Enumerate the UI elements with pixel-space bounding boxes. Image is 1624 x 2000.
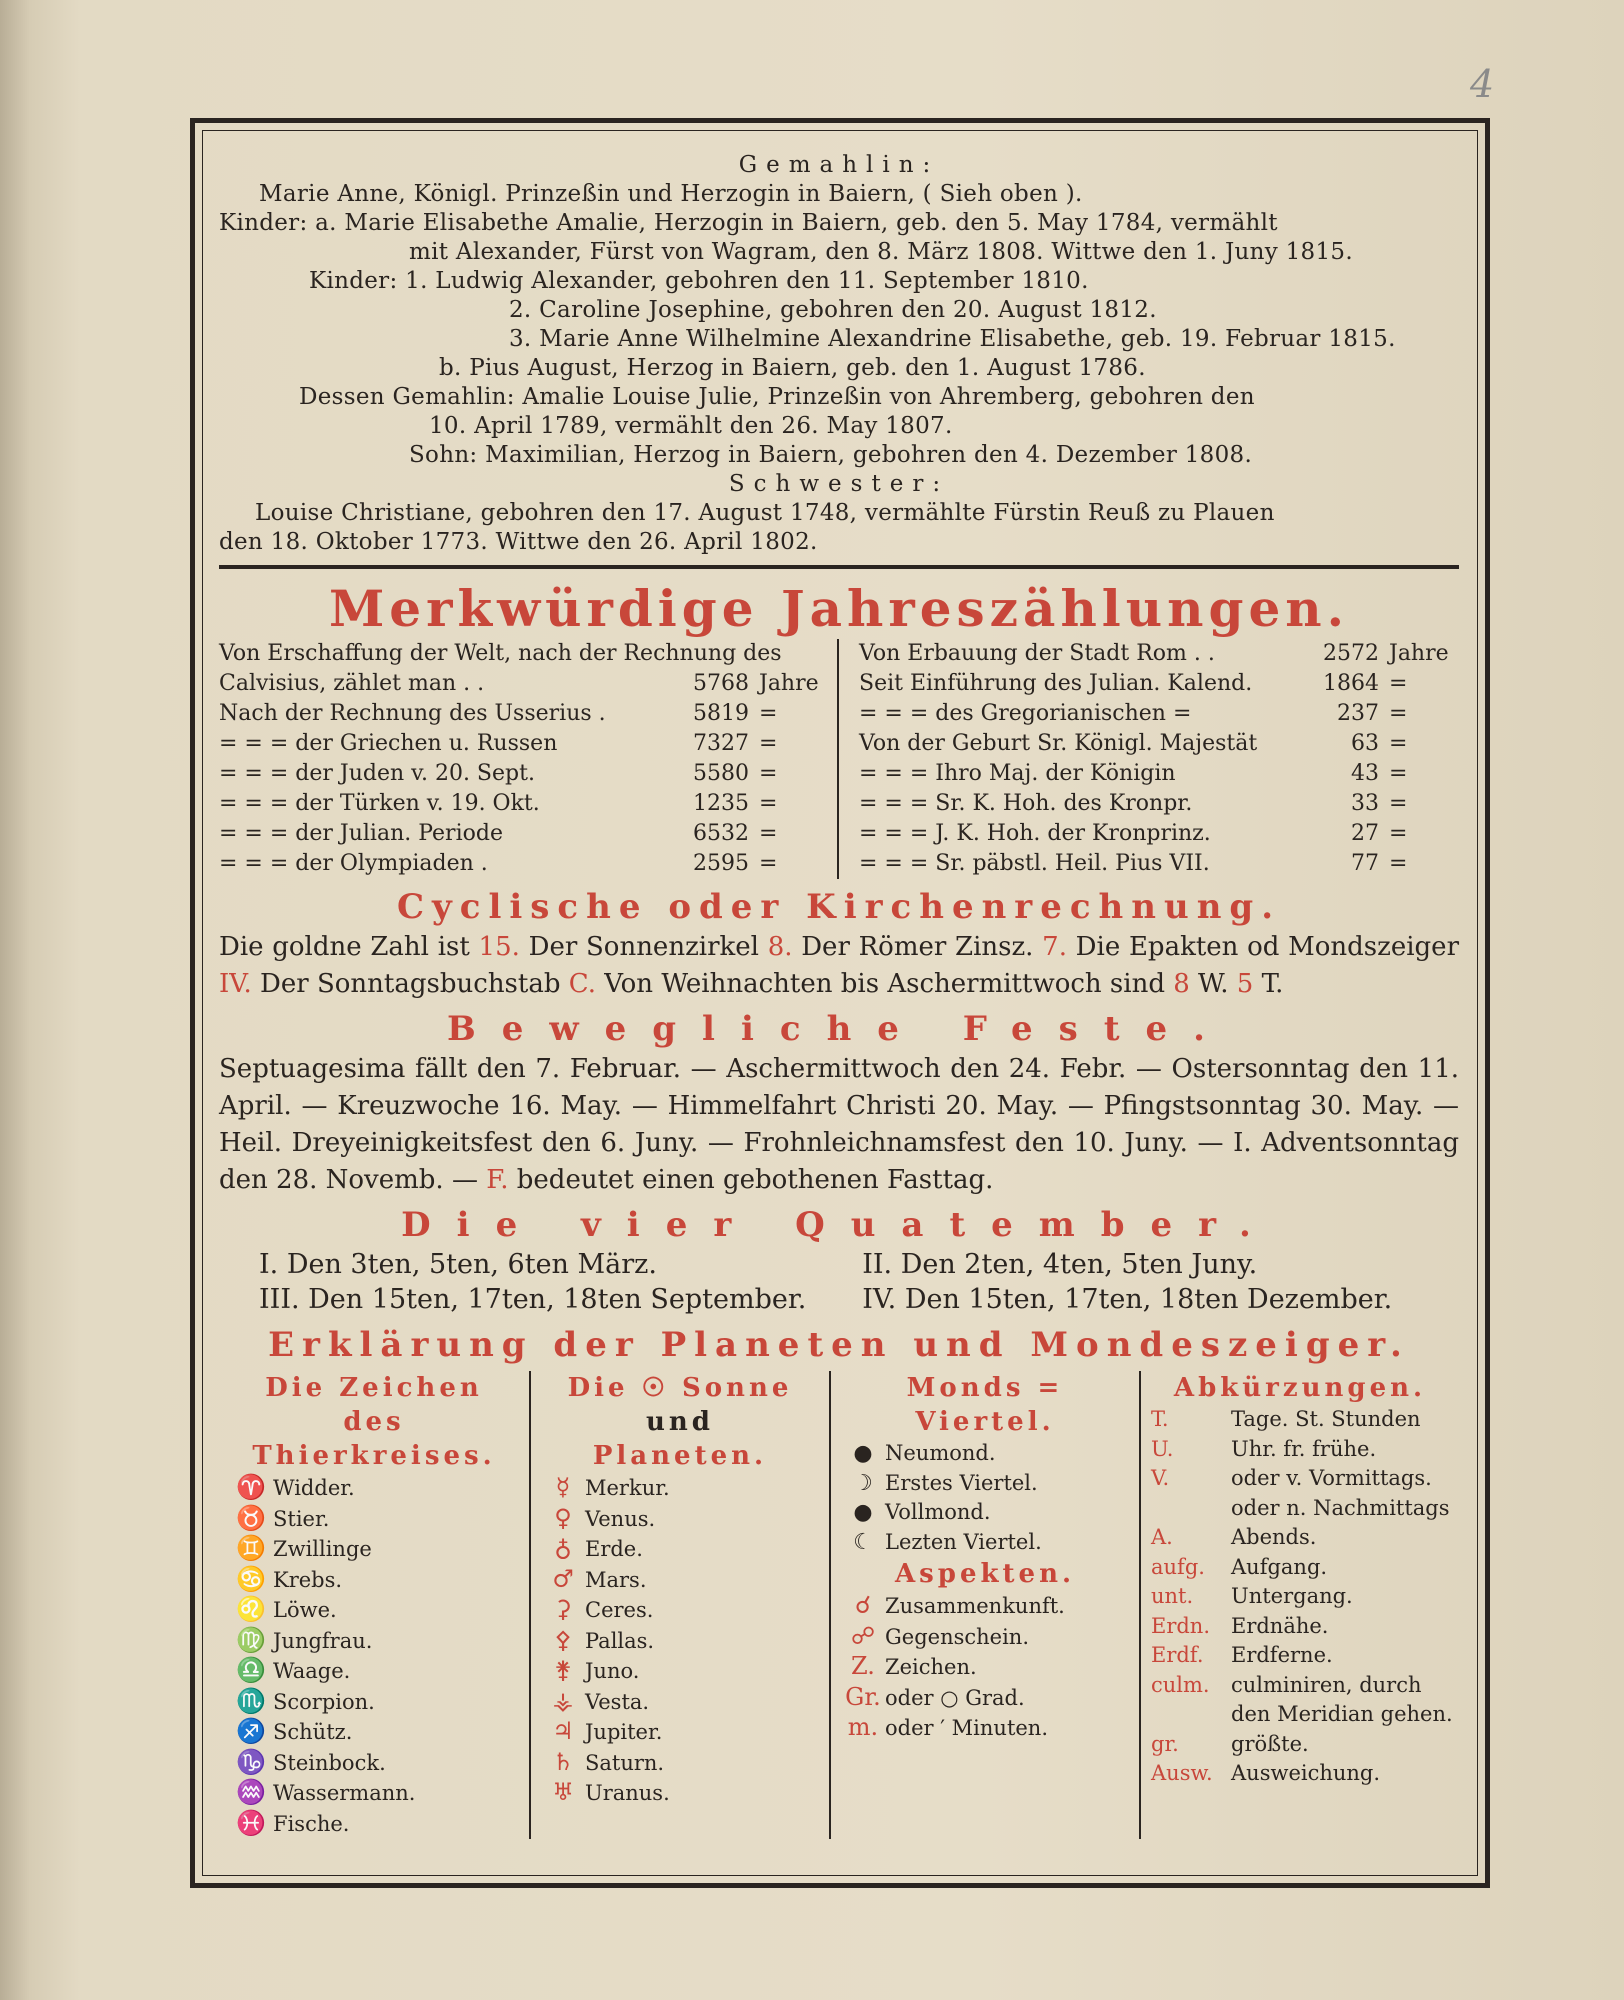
legend-symbol-icon: ● (853, 1500, 873, 1525)
year-label: Von Erschaffung der Welt, nach der Rechnung des (219, 641, 782, 666)
legend-name: Pallas. (585, 1628, 655, 1653)
year-row (219, 849, 829, 879)
year-unit: = (759, 851, 778, 876)
family-line-10: 10. April 1789, vermählt den 26. May 1807. (429, 413, 953, 439)
year-row (859, 819, 1459, 849)
legend-item (541, 1595, 819, 1626)
abbr-text: oder n. Nachmittags (1231, 1495, 1450, 1520)
abbr-head: Abkürzungen. (1173, 1373, 1427, 1403)
abbr-list (1151, 1405, 1453, 1789)
year-label: = = = der Türken v. 19. Okt. (219, 791, 540, 816)
planets-column (529, 1371, 829, 1839)
legend-name: Lezten Viertel. (885, 1529, 1042, 1554)
moon-list (841, 1439, 1129, 1557)
year-label: = = = Sr. K. Hoh. des Kronpr. (859, 791, 1193, 816)
abbr-text: den Meridian gehen. (1231, 1702, 1453, 1726)
year-row (859, 729, 1459, 759)
abbr-text: Ausweichung. (1231, 1761, 1381, 1785)
year-unit (800, 639, 829, 669)
legend-symbol-icon: ● (853, 1441, 873, 1466)
legend-symbol-icon: ♋ (236, 1564, 266, 1593)
year-value: 2572 (1323, 641, 1379, 666)
legend-symbol-icon: m. (847, 1713, 879, 1741)
cyclic-text-2: Der Sonnenzirkel (519, 932, 768, 962)
legend-name: Saturn. (585, 1750, 665, 1775)
family-line-3: Kinder: a. Marie Elisabethe Amalie, Herzogin in Baiern, geb. den 5. May 1784, vermählt (219, 210, 1278, 236)
abbr-text: Aufgang. (1231, 1554, 1328, 1579)
legend-symbol-icon: ♈ (236, 1473, 266, 1501)
abbr-text: culminiren, durch (1231, 1672, 1422, 1697)
year-row (859, 849, 1459, 879)
year-unit: = (759, 791, 778, 816)
abbr-text: Tage. St. Stunden (1231, 1407, 1421, 1431)
quatember-1: I. Den 3ten, 5ten, 6ten März. (259, 1249, 657, 1280)
legend-symbol-icon: ♀ (554, 1503, 572, 1532)
legend-item (541, 1626, 819, 1657)
legend-name: Vollmond. (885, 1500, 991, 1524)
abbr-item (1151, 1405, 1449, 1435)
legend-name: Jungfrau. (273, 1628, 373, 1653)
abbr-item (1151, 1582, 1449, 1612)
abbr-text: größte. (1231, 1731, 1309, 1756)
fast-text: bedeutet einen gebothenen Fasttag. (508, 1165, 994, 1195)
zodiac-column (219, 1371, 529, 1839)
year-row (219, 759, 829, 789)
abbr-key: Ausw. (1151, 1761, 1213, 1785)
year-label: = = = der Olympiaden . (219, 851, 488, 876)
year-value: 33 (1351, 791, 1379, 816)
legend-name: Ceres. (585, 1598, 654, 1622)
zodiac-head-2: des Thierkreises. (252, 1407, 496, 1471)
years-right-column (839, 639, 1459, 879)
year-row (859, 669, 1459, 699)
legend-symbol-icon: ♐ (236, 1717, 266, 1745)
legend-name: oder ○ Grad. (885, 1685, 1025, 1710)
legend-symbol-icon: ☽ (853, 1470, 873, 1496)
family-line-2: Marie Anne, Königl. Prinzeßin und Herzogin in Baiern, ( Sieh oben ). (259, 181, 1083, 207)
legend-symbol-icon: ☍ (850, 1621, 876, 1650)
abbr-text: Abends. (1231, 1525, 1317, 1549)
years-table (219, 639, 1459, 879)
legend-item (841, 1498, 1129, 1528)
legend-symbol-icon: ♌ (236, 1595, 266, 1623)
year-value: 5580 (693, 761, 749, 786)
legend-item (229, 1778, 519, 1809)
cyclic-text-7: W. (1189, 969, 1237, 999)
abbr-key: U. (1151, 1436, 1174, 1461)
legend-name: Erstes Viertel. (885, 1470, 1038, 1495)
year-row (219, 699, 829, 729)
year-label: = = = der Griechen u. Russen (219, 731, 558, 756)
planets-head-1: Die ☉ Sonne (567, 1373, 793, 1403)
year-value: 77 (1351, 851, 1379, 876)
year-value (782, 639, 800, 669)
legend-symbol-icon: ⚵ (554, 1656, 572, 1684)
legend-item (841, 1469, 1129, 1499)
feasts-text (219, 1051, 1459, 1199)
legend-item (841, 1683, 1129, 1714)
year-label: = = = der Julian. Periode (219, 821, 503, 846)
year-row (859, 699, 1459, 729)
legend-name: Krebs. (273, 1567, 343, 1592)
quatember-row-1 (219, 1247, 1459, 1282)
legend-item (229, 1504, 519, 1535)
legend-name: Zwillinge (273, 1537, 372, 1561)
year-unit: = (759, 731, 778, 756)
quatember-4: IV. Den 15ten, 17ten, 18ten Dezember. (862, 1284, 1393, 1315)
year-row (219, 729, 829, 759)
abbr-key: V. (1151, 1466, 1170, 1490)
legend-item (229, 1809, 519, 1840)
legend-name: Jupiter. (585, 1720, 663, 1744)
abbr-text: Erdnähe. (1231, 1613, 1329, 1638)
year-value: 237 (1337, 701, 1379, 726)
legend-item (541, 1565, 819, 1596)
legend-name: Stier. (273, 1506, 330, 1531)
year-value: 2595 (693, 851, 749, 876)
moon-head: Monds = Viertel. (906, 1373, 1064, 1437)
year-row (859, 789, 1459, 819)
legend-name: Waage. (273, 1659, 351, 1683)
legend-symbol-icon: ♎ (236, 1656, 266, 1684)
legend-item (541, 1687, 819, 1718)
cyclic-text-5: Der Sonntagsbuchstab (251, 969, 569, 999)
cyclic-text-6: Von Weihnachten bis Aschermittwoch sind (596, 969, 1174, 999)
family-line-14: den 18. Oktober 1773. Wittwe den 26. April 1802. (219, 529, 818, 555)
legend-name: Mars. (585, 1567, 647, 1592)
abbr-item (1151, 1641, 1449, 1671)
year-value: 63 (1351, 731, 1379, 756)
legend-item (229, 1656, 519, 1687)
year-label: Seit Einführung des Julian. Kalend. (859, 671, 1253, 696)
legend-name: Gegenschein. (885, 1624, 1030, 1649)
family-line-11: Sohn: Maximilian, Herzog in Baiern, gebohren den 4. Dezember 1808. (409, 442, 1253, 468)
moon-column (829, 1371, 1139, 1839)
year-value: 7327 (693, 731, 749, 756)
family-line-13: Louise Christiane, gebohren den 17. August 1748, vermählte Fürstin Reuß zu Plauen (255, 500, 1275, 526)
legend-name: Vesta. (585, 1689, 650, 1714)
quatember-row-2 (219, 1282, 1459, 1317)
zodiac-list (229, 1473, 519, 1839)
roman-indiction: 7. (1042, 932, 1067, 962)
legend-item (541, 1504, 819, 1535)
year-unit: = (1389, 791, 1408, 816)
legend-item (841, 1591, 1129, 1622)
legend-item (229, 1687, 519, 1718)
legend-symbol-icon: ♃ (552, 1717, 574, 1745)
abbr-key: T. (1151, 1407, 1169, 1431)
year-unit: = (1389, 701, 1408, 726)
planets-head-3: Planeten. (592, 1441, 768, 1471)
legend-item (841, 1713, 1129, 1744)
legend-item (541, 1717, 819, 1748)
legend-item (541, 1534, 819, 1565)
cyclic-text-8: T. (1253, 969, 1284, 999)
planets-list (541, 1473, 819, 1809)
family-line-1: Gemahlin: (738, 152, 940, 178)
legend-symbol-icon: Gr. (845, 1682, 881, 1711)
legend-name: Neumond. (885, 1441, 996, 1465)
abbr-key: A. (1151, 1525, 1173, 1549)
legend-name: Zusammenkunft. (885, 1594, 1065, 1618)
planets-head-2: und (646, 1407, 714, 1437)
legend-table (219, 1371, 1459, 1839)
quatember-3: III. Den 15ten, 17ten, 18ten September. (259, 1284, 807, 1315)
legend-symbol-icon: ♏ (236, 1686, 266, 1715)
legend-symbol-icon: ♒ (236, 1778, 266, 1806)
legend-item (541, 1778, 819, 1809)
year-value: 5768 (693, 671, 749, 696)
abbr-key: aufg. (1151, 1554, 1205, 1579)
family-line-8: b. Pius August, Herzog in Baiern, geb. den 1. August 1786. (439, 355, 1146, 381)
cyclic-title: Cyclische oder Kirchenrechnung. (396, 887, 1282, 927)
year-label: Nach der Rechnung des Usserius . (219, 701, 606, 726)
year-unit: Jahre (1389, 641, 1449, 666)
family-line-9: Dessen Gemahlin: Amalie Louise Julie, Prinzeßin von Ahremberg, gebohren den (299, 384, 1255, 410)
year-unit: = (759, 821, 778, 846)
year-value: 1235 (693, 791, 749, 816)
legend-symbol-icon: ♑ (236, 1747, 266, 1776)
year-label: Von der Geburt Sr. Königl. Majestät (859, 731, 1258, 756)
abbr-item (1151, 1553, 1449, 1583)
legend-name: Zeichen. (885, 1655, 977, 1679)
legend-name: Venus. (585, 1506, 656, 1531)
year-unit: = (1389, 851, 1408, 876)
years-left-column (219, 639, 839, 879)
legend-item (541, 1473, 819, 1504)
abbr-key: unt. (1151, 1584, 1194, 1608)
legend-name: Uranus. (585, 1781, 670, 1805)
family-line-7: 3. Marie Anne Wilhelmine Alexandrine Elisabethe, geb. 19. Februar 1815. (509, 326, 1396, 352)
page-frame (190, 118, 1490, 1888)
legend-symbol-icon: ♍ (236, 1625, 266, 1654)
aspects-head: Aspekten. (894, 1559, 1076, 1589)
legend-symbol-icon: ⚶ (552, 1686, 574, 1715)
year-label: Calvisius, zählet man . . (219, 671, 485, 696)
family-line-6: 2. Caroline Josephine, gebohren den 20. August 1812. (509, 297, 1157, 323)
year-row (219, 819, 829, 849)
golden-number: 15. (478, 932, 520, 962)
legend-item (229, 1565, 519, 1596)
legend-name: Wassermann. (273, 1781, 416, 1805)
frame-content (219, 151, 1459, 1839)
legend-name: oder ′ Minuten. (885, 1716, 1049, 1740)
year-row (859, 639, 1459, 669)
days-count: 5 (1236, 969, 1254, 999)
year-value: 5819 (693, 701, 749, 726)
year-label: = = = der Juden v. 20. Sept. (219, 761, 535, 786)
divider (219, 565, 1459, 569)
abbr-key: culm. (1151, 1672, 1210, 1697)
legend-symbol-icon: ♉ (236, 1503, 266, 1532)
abbr-key: Erdn. (1151, 1613, 1211, 1638)
legend-symbol-icon: ♅ (552, 1778, 574, 1806)
legend-name: Widder. (273, 1476, 355, 1500)
year-row (219, 639, 829, 669)
sunday-letter: C. (568, 969, 596, 999)
cyclic-text-3: Der Römer Zinsz. (792, 932, 1043, 962)
legend-item (229, 1473, 519, 1504)
legend-symbol-icon: ☿ (555, 1473, 571, 1501)
weeks-count: 8 (1173, 969, 1190, 999)
year-label: = = = J. K. Hoh. der Kronprinz. (859, 821, 1211, 846)
year-label: Von Erbauung der Stadt Rom . . (859, 641, 1215, 666)
year-value: 1864 (1323, 671, 1379, 696)
years-title: Merkwürdige Jahreszählungen. (328, 579, 1350, 638)
legend-symbol-icon: ☾ (853, 1529, 873, 1555)
year-unit: = (1389, 821, 1408, 846)
cyclic-text-4: Die Epakten od Mondszeiger (1066, 932, 1459, 962)
legend-symbol-icon: ⚳ (554, 1595, 572, 1623)
abbr-item (1151, 1700, 1453, 1730)
abbr-item (1151, 1730, 1449, 1760)
family-section (219, 151, 1459, 557)
year-label: = = = Ihro Maj. der Königin (859, 761, 1176, 786)
legend-item (841, 1622, 1129, 1653)
feasts-title: Bewegliche Feste. (447, 1009, 1231, 1049)
fast-mark: F. (486, 1165, 509, 1195)
feasts-body: Septuagesima fällt den 7. Februar. — Aschermittwoch den 24. Febr. — Ostersonntag den 11. April. — Kreuzwoche 16. May. — Himmelfahrt Christi 20. May. — Pfingstsonntag 30. May. — Heil. Dreyeinigkeitsfest den 6. Juny. — Frohnleichnamsfest den 10. Juny. — I. Adventsonntag den 28. Novemb. — (219, 1054, 1459, 1195)
legend-symbol-icon: ♂ (552, 1564, 574, 1593)
legend-symbol-icon: ☌ (854, 1591, 872, 1619)
year-label: = = = des Gregorianischen = (859, 701, 1192, 726)
year-value: 6532 (693, 821, 749, 846)
abbr-item (1151, 1494, 1449, 1524)
year-row (219, 789, 829, 819)
abbr-item (1151, 1435, 1449, 1465)
legend-name: Steinbock. (273, 1750, 386, 1775)
legend-symbol-icon: ♁ (554, 1534, 572, 1562)
abbr-item (1151, 1759, 1449, 1789)
legend-item (229, 1717, 519, 1748)
year-row (859, 759, 1459, 789)
legend-symbol-icon: ♊ (236, 1534, 266, 1562)
year-unit: = (1389, 731, 1408, 756)
quatember-2: II. Den 2ten, 4ten, 5ten Juny. (862, 1249, 1258, 1280)
year-unit: = (759, 701, 778, 726)
year-row (219, 669, 829, 699)
cyclic-text (219, 929, 1459, 1003)
abbr-text: Untergang. (1231, 1584, 1353, 1608)
legend-name: Löwe. (273, 1598, 337, 1622)
year-value: 43 (1351, 761, 1379, 786)
abbr-text: oder v. Vormittags. (1231, 1466, 1432, 1490)
legend-name: Fische. (273, 1811, 350, 1836)
aspects-list (841, 1591, 1129, 1744)
abbr-item (1151, 1671, 1449, 1701)
abbr-item (1151, 1612, 1449, 1642)
year-unit: = (1389, 671, 1408, 696)
legend-symbol-icon: ♄ (552, 1747, 574, 1776)
legend-item (841, 1528, 1129, 1558)
abbr-item (1151, 1464, 1449, 1494)
legend-name: Juno. (585, 1659, 640, 1683)
year-unit: = (1389, 761, 1408, 786)
family-line-5: Kinder: 1. Ludwig Alexander, gebohren den 11. September 1810. (309, 268, 1089, 294)
legend-name: Scorpion. (273, 1689, 375, 1714)
year-label: = = = Sr. päbstl. Heil. Pius VII. (859, 851, 1210, 876)
legend-symbol-icon: ⚴ (554, 1625, 572, 1654)
year-value: 27 (1351, 821, 1379, 846)
abbr-text: Erdferne. (1231, 1643, 1333, 1667)
family-line-12: Schwester: (728, 471, 950, 497)
legend-name: Merkur. (585, 1476, 670, 1500)
year-unit: Jahre (759, 671, 819, 696)
abbr-column (1139, 1371, 1459, 1839)
cyclic-text-1: Die goldne Zahl ist (219, 932, 479, 962)
legend-item (229, 1595, 519, 1626)
legend-title: Erklärung der Planeten und Mondeszeiger. (268, 1325, 1410, 1365)
year-unit: = (759, 761, 778, 786)
legend-item (541, 1748, 819, 1779)
legend-symbol-icon: ♓ (236, 1808, 266, 1837)
epact: IV. (219, 969, 252, 999)
abbr-key: gr. (1151, 1731, 1179, 1756)
legend-symbol-icon: Z. (851, 1652, 875, 1680)
abbr-text: Uhr. fr. frühe. (1231, 1436, 1377, 1461)
solar-cycle: 8. (767, 932, 793, 962)
legend-item (841, 1439, 1129, 1469)
legend-name: Erde. (585, 1537, 643, 1561)
legend-item (229, 1748, 519, 1779)
legend-item (841, 1652, 1129, 1683)
abbr-key: Erdf. (1151, 1643, 1204, 1667)
zodiac-head-1: Die Zeichen (265, 1373, 483, 1403)
family-line-4: mit Alexander, Fürst von Wagram, den 8. März 1808. Wittwe den 1. Juny 1815. (409, 239, 1353, 265)
legend-name: Schütz. (273, 1720, 353, 1744)
legend-item (229, 1534, 519, 1565)
legend-item (229, 1626, 519, 1657)
quatember-title: Die vier Quatember. (401, 1205, 1277, 1245)
abbr-item (1151, 1523, 1449, 1553)
legend-item (541, 1656, 819, 1687)
page-number: 4 (1470, 62, 1495, 106)
